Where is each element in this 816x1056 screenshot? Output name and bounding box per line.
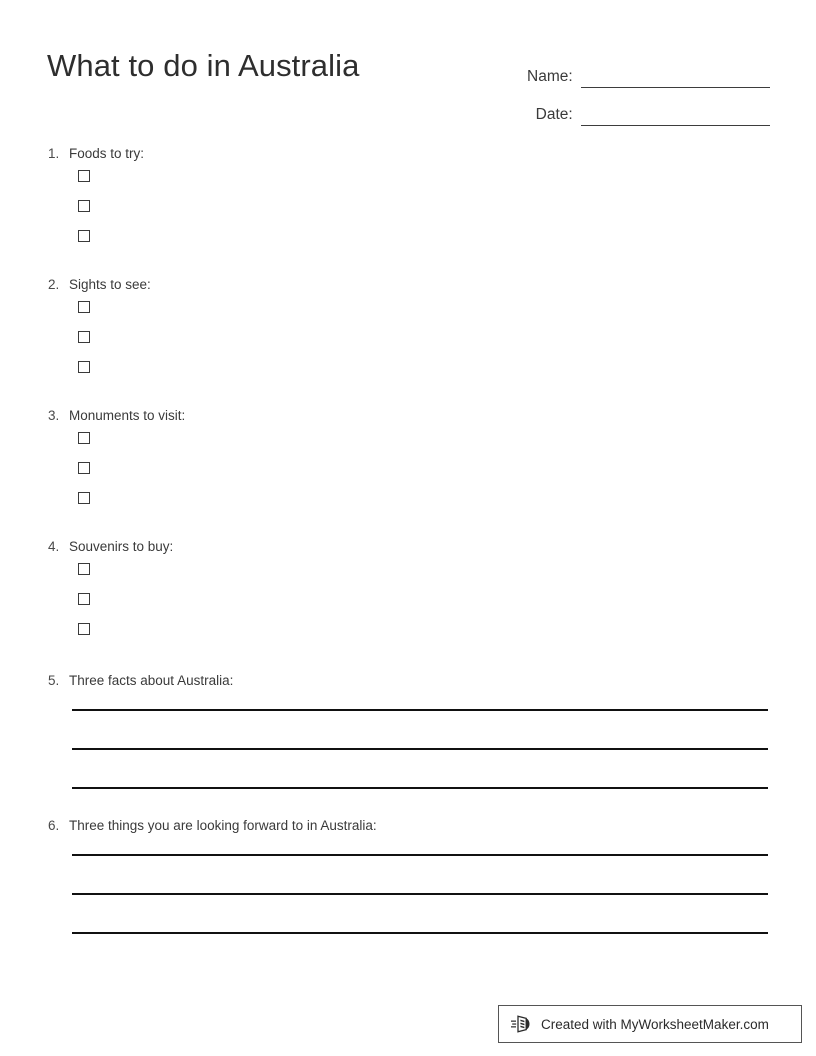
question-3-label: Monuments to visit:	[69, 408, 186, 423]
checkbox-row	[78, 331, 816, 361]
name-field-label: Name:	[527, 68, 573, 85]
checkbox-row	[78, 200, 816, 230]
question-2-heading	[0, 277, 816, 292]
worksheet-maker-logo-icon	[511, 1013, 533, 1035]
question-item-3	[0, 391, 816, 522]
question-6-heading	[0, 818, 816, 833]
question-4-checkbox-group	[0, 554, 816, 653]
question-1-heading	[0, 146, 816, 161]
question-1-label: Foods to try:	[69, 146, 145, 161]
checkbox-row	[78, 563, 816, 593]
checkbox-empty-icon[interactable]	[78, 563, 90, 575]
name-field-row	[495, 50, 770, 88]
checkbox-empty-icon[interactable]	[78, 301, 90, 313]
question-5-number: 5.	[48, 673, 60, 688]
question-6-label: Three things you are looking forward to in Australia:	[69, 818, 377, 833]
date-field-row	[495, 88, 770, 126]
checkbox-empty-icon[interactable]	[78, 462, 90, 474]
checkbox-empty-icon[interactable]	[78, 200, 90, 212]
answer-line[interactable]	[72, 748, 768, 750]
question-4-label: Souvenirs to buy:	[69, 539, 174, 554]
checkbox-empty-icon[interactable]	[78, 170, 90, 182]
answer-line[interactable]	[72, 932, 768, 934]
question-item-2	[0, 260, 816, 391]
answer-line[interactable]	[72, 893, 768, 895]
checkbox-row	[78, 623, 816, 653]
checkbox-row	[78, 230, 816, 260]
checkbox-row	[78, 593, 816, 623]
checkbox-empty-icon[interactable]	[78, 361, 90, 373]
checkbox-row	[78, 492, 816, 522]
question-3-number: 3.	[48, 408, 60, 423]
question-5-answer-lines	[0, 688, 816, 789]
question-item-4	[0, 522, 816, 653]
date-field-label: Date:	[535, 106, 573, 123]
checkbox-empty-icon[interactable]	[78, 230, 90, 242]
question-item-6	[0, 789, 816, 934]
checkbox-row	[78, 170, 816, 200]
question-3-checkbox-group	[0, 423, 816, 522]
question-2-checkbox-group	[0, 292, 816, 391]
question-1-checkbox-group	[0, 161, 816, 260]
question-6-answer-lines	[0, 833, 816, 934]
question-2-number: 2.	[48, 277, 60, 292]
checkbox-empty-icon[interactable]	[78, 432, 90, 444]
attribution-text: Created with MyWorksheetMaker.com	[541, 1016, 769, 1032]
checkbox-empty-icon[interactable]	[78, 623, 90, 635]
checkbox-empty-icon[interactable]	[78, 492, 90, 504]
question-3-heading	[0, 408, 816, 423]
question-4-number: 4.	[48, 539, 60, 554]
name-input-line[interactable]	[581, 67, 770, 88]
question-4-heading	[0, 539, 816, 554]
question-2-label: Sights to see:	[69, 277, 151, 292]
answer-line[interactable]	[72, 709, 768, 711]
question-item-5	[0, 653, 816, 789]
worksheet-header	[0, 0, 816, 130]
page-title: What to do in Australia	[47, 48, 360, 83]
checkbox-row	[78, 432, 816, 462]
questions-list	[0, 130, 816, 934]
checkbox-empty-icon[interactable]	[78, 593, 90, 605]
question-6-number: 6.	[48, 818, 60, 833]
checkbox-row	[78, 301, 816, 331]
answer-line[interactable]	[72, 854, 768, 856]
date-input-line[interactable]	[581, 105, 770, 126]
student-info-fields	[495, 50, 770, 126]
question-5-label: Three facts about Australia:	[69, 673, 234, 688]
attribution-badge[interactable]	[498, 1005, 802, 1043]
checkbox-empty-icon[interactable]	[78, 331, 90, 343]
question-5-heading	[0, 673, 816, 688]
question-1-number: 1.	[48, 146, 60, 161]
checkbox-row	[78, 462, 816, 492]
question-item-1	[0, 130, 816, 260]
checkbox-row	[78, 361, 816, 391]
